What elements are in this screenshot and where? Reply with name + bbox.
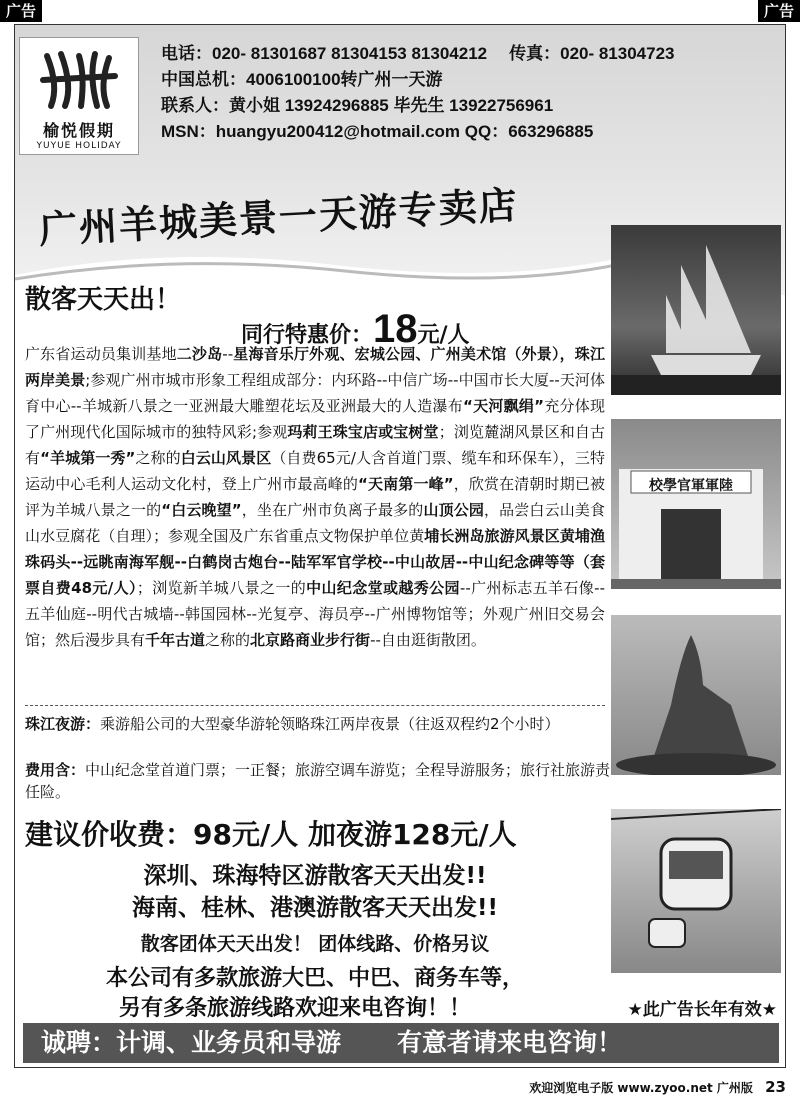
highlight-text: 千年古道: [145, 631, 206, 649]
highlight-text: 北京路商业步行街: [250, 631, 371, 649]
slogan-group-tours: 散客团体天天出发！ 团体线路、价格另议: [140, 933, 490, 955]
description-text: 之称的: [135, 449, 181, 467]
highlight-text: 山顶公园: [423, 501, 485, 519]
fee-includes-label: 费用含：: [25, 761, 86, 779]
academy-sign: 校學官軍軍陸: [649, 478, 733, 494]
msn-qq: MSN：huangyu200412@hotmail.com QQ：663296885: [161, 122, 594, 141]
description-text: ，品尝白云山美食山水豆腐花（自理）；参观全国及广东省重点文物保护单位黄: [25, 501, 605, 545]
logo-name-en: YUYUE HOLIDAY: [36, 141, 122, 151]
daily-departure: 散客天天出！: [25, 285, 182, 315]
ad-corner-label-right: 广告: [758, 0, 800, 22]
fee-includes-text: 中山纪念堂首道门票；一正餐；旅游空调车游览；全程导游服务；旅行社旅游责任险。: [25, 761, 611, 801]
recruit-call-to-action: 有意者请来电咨询！: [397, 1028, 623, 1057]
highlight-text: 中山纪念堂或越秀公园: [306, 579, 460, 597]
night-tour-label: 珠江夜游：: [25, 715, 101, 733]
slogan-hainan-guilin: 海南、桂林、港澳游散客天天出发!!: [132, 895, 498, 921]
ad-corner-label-left: 广告: [0, 0, 42, 22]
highlight-text: 埔长洲岛旅游风景区黄埔渔珠码头--远眺南海军舰--白鹤岗古炮台--陆军军官学校--中山故居--中山纪念碑等等（套票自费48元/人）: [25, 527, 605, 597]
description-text: --广州标志五羊石像--五羊仙庭--明代古城墙--韩国园林--光复亭、海员亭--广州博物馆等；外观广州旧交易会馆；然后漫步具有: [25, 579, 605, 649]
highlight-text: 白云山风景区: [180, 449, 272, 467]
highlight-text: 玛莉王珠宝店或宝树堂: [287, 423, 439, 441]
description-text: --: [222, 345, 234, 363]
slogan-shenzhen-zhuhai: 深圳、珠海特区游散客天天出发!!: [143, 863, 487, 889]
fee-includes: [25, 759, 611, 803]
peer-price-value: 18: [373, 307, 418, 351]
highlight-text: “天南第一峰”: [358, 475, 454, 493]
slogan-vehicles: 本公司有多款旅游大巴、中巴、商务车等，: [105, 966, 524, 991]
highlight-text: 二沙岛: [176, 345, 223, 363]
footer-edition: 广州版: [716, 1081, 753, 1095]
validity-note: ★此广告长年有效★: [627, 1000, 777, 1020]
advertisement-frame: [14, 24, 786, 1068]
suggested-price: 建议价收费：98元/人 加夜游128元/人: [25, 818, 517, 851]
footer-website: 欢迎浏览电子版 www.zyoo.net: [529, 1081, 713, 1095]
itinerary-description: [25, 341, 605, 653]
description-text: ；浏览新羊城八景之一的: [136, 579, 307, 597]
night-tour: [25, 713, 611, 735]
slogan-more-routes: 另有多条旅游线路欢迎来电咨询！！: [118, 996, 471, 1021]
description-text: （自费65元/人含首道门票、缆车和环保车），三特运动中心毛利人运动文化村，登上广州市最高峰的: [25, 449, 605, 493]
highlight-text: “羊城第一秀”: [40, 449, 136, 467]
peer-price-unit: 元/人: [417, 323, 470, 348]
page-number: 23: [765, 1078, 786, 1096]
description-text: ，欣赏在清朝时期已被评为羊城八景之一的: [25, 475, 605, 519]
description-text: ；浏览麓湖风景区和自古有: [25, 423, 605, 467]
logo-mark-icon: [39, 46, 119, 116]
section-divider: [25, 705, 605, 706]
recruitment-banner: [23, 1023, 779, 1063]
description-text: ，坐在广州市负离子最多的: [241, 501, 424, 519]
highlight-text: “白云晚望”: [161, 501, 242, 519]
peer-price-label: 同行特惠价：: [241, 323, 374, 348]
photo-military-academy: [611, 419, 781, 589]
description-text: 充分体现了广州现代化国际城市的独特风彩;参观: [25, 397, 605, 441]
recruit-positions: 诚聘：计调、业务员和导游: [41, 1028, 342, 1057]
description-text: ;参观广州市城市形象工程组成部分：内环路--中信广场--中国市长大厦--天河体育中心--羊城新八景之一亚洲最大雕塑花坛及亚洲最大的人造瀑布: [25, 371, 605, 415]
contact-block: [161, 41, 675, 145]
photo-cable-car: [611, 809, 781, 973]
hq-hotline: 中国总机：4006100100转广州一天游: [161, 70, 443, 89]
description-text: --自由逛街散团。: [370, 631, 486, 649]
phone-numbers: 电话：020- 81301687 81304153 81304212: [161, 44, 488, 63]
fax-number: 传真：020- 81304723: [509, 44, 675, 63]
ad-title: 广州羊城美景一天游专卖店: [37, 181, 520, 252]
photo-five-goats-statue: [611, 615, 781, 775]
description-text: 广东省运动员集训基地: [25, 345, 177, 363]
contact-persons: 联系人：黄小姐 13924296885 毕先生 13922756961: [161, 96, 554, 115]
night-tour-text: 乘游船公司的大型豪华游轮领略珠江两岸夜景（往返双程约2个小时）: [100, 715, 560, 733]
logo-name-cn: 榆悦假期: [42, 121, 115, 140]
highlight-text: “天河飘绢”: [463, 397, 544, 415]
highlight-text: 星海音乐厅外观、宏城公园、广州美术馆（外景），珠江两岸美景: [25, 345, 605, 389]
company-logo: [19, 37, 139, 155]
page-footer: [529, 1078, 786, 1096]
photo-river-boat: [611, 225, 781, 395]
description-text: 之称的: [205, 631, 251, 649]
